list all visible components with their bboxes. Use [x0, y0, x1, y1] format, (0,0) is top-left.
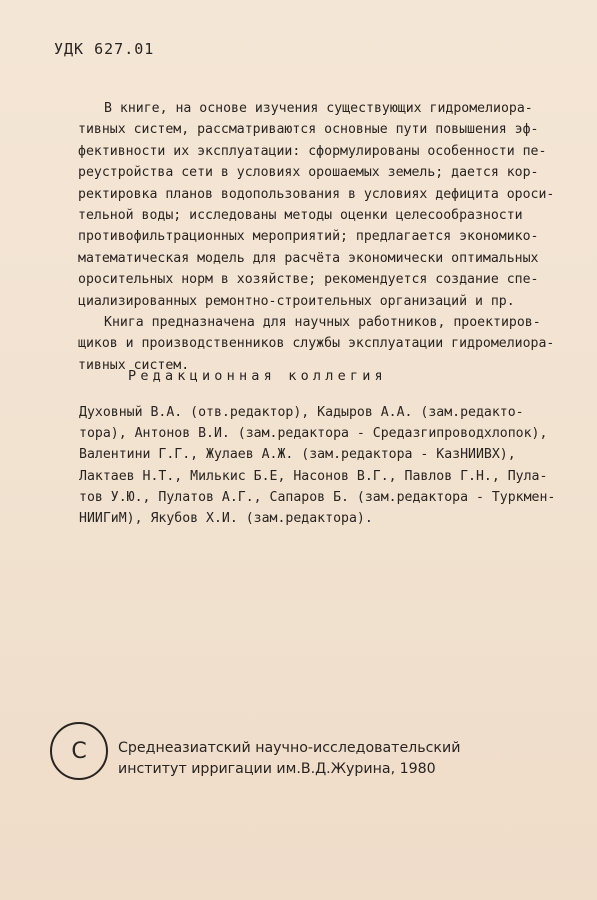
publisher-line-1: Среднеазиатский научно-исследовательский	[118, 740, 461, 756]
abstract-line: тельной воды; исследованы методы оценки целесообразности	[78, 208, 523, 224]
copyright-icon	[50, 722, 108, 780]
board-line: Духовный В.А. (отв.редактор), Кадыров А.А. (зам.редакто-	[79, 405, 524, 420]
board-line: тора), Антонов В.И. (зам.редактора - Средазгипроводхлопок),	[79, 426, 548, 442]
udk-code: УДК 627.01	[54, 40, 155, 58]
abstract-line: ректировка планов водопользования в условиях дефицита ороси-	[78, 186, 555, 202]
copyright-symbol: С	[71, 738, 87, 764]
abstract-line: фективности их эксплуатации: сформулированы особенности пе-	[78, 143, 547, 159]
publisher-line-2: институт ирригации им.В.Д.Журина, 1980	[118, 761, 436, 777]
abstract-line: Книга предназначена для научных работников, проектиров-	[104, 315, 541, 331]
publisher-info	[118, 738, 460, 780]
abstract-line: тивных систем, рассматриваются основные пути повышения эф-	[78, 122, 539, 138]
abstract-line: тивных систем.	[78, 357, 190, 373]
abstract-line: математическая модель для расчёта экономически оптимальных	[78, 250, 539, 266]
abstract-line: реустройства сети в условиях орошаемых земель; дается кор-	[78, 165, 539, 181]
abstract-line: В книге, на основе изучения существующих гидромелиора-	[104, 101, 533, 116]
board-line: тов У.Ю., Пулатов А.Г., Сапаров Б. (зам.редактора - Туркмен-	[79, 489, 556, 505]
board-line: Валентини Г.Г., Жулаев А.Ж. (зам.редактора - КазНИИВХ),	[79, 447, 516, 463]
abstract-line: циализированных ремонтно-строительных организаций и пр.	[78, 293, 515, 309]
board-line: НИИГиМ), Якубов Х.И. (зам.редактора).	[79, 511, 373, 527]
abstract-line: противофильтрационных мероприятий; предлагается экономико-	[78, 229, 539, 245]
abstract	[78, 98, 578, 376]
editorial-board-title: Редакционная коллегия	[128, 368, 387, 384]
abstract-line: щиков и производственников службы эксплуатации гидромелиора-	[78, 336, 555, 352]
abstract-line: оросительных норм в хозяйстве; рекомендуется создание спе-	[78, 272, 539, 288]
editorial-board-list	[79, 402, 579, 529]
board-line: Лактаев Н.Т., Милькис Б.Е, Насонов В.Г., Павлов Г.Н., Пула-	[79, 468, 548, 484]
